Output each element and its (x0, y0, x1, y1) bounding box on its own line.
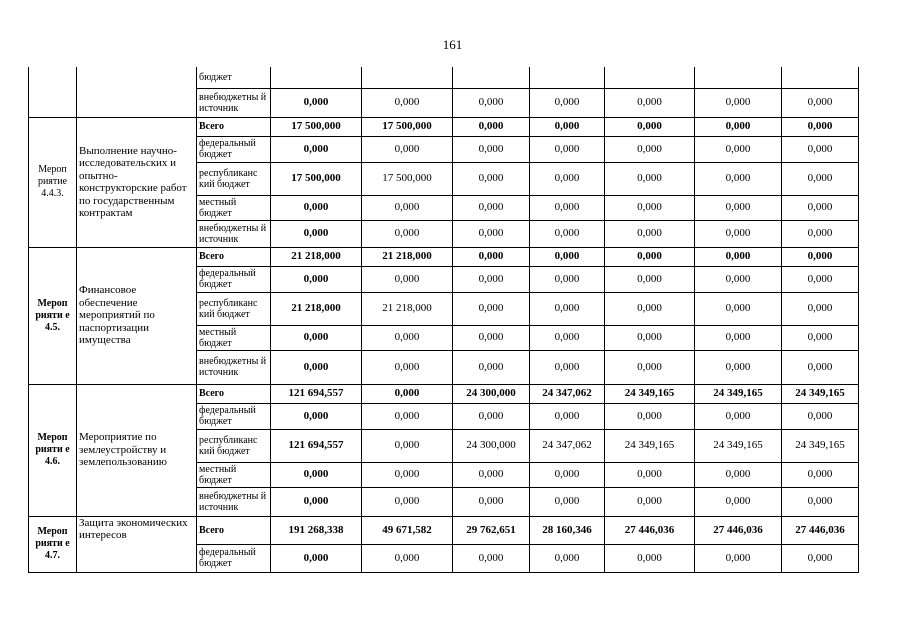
funding-source: внебюджетны й источник (197, 88, 271, 117)
amount-cell: 0,000 (530, 350, 605, 384)
funding-source: внебюджетны й источник (197, 350, 271, 384)
amount-cell: 0,000 (530, 325, 605, 350)
amount-cell: 24 347,062 (530, 384, 605, 403)
activity-code: Мероп рияти е 4.7. (29, 516, 77, 572)
activity-code-cell (29, 67, 77, 117)
amount-cell: 0,000 (530, 195, 605, 220)
amount-cell: 24 349,165 (695, 429, 782, 462)
amount-cell: 24 349,165 (695, 384, 782, 403)
amount-cell: 0,000 (453, 162, 530, 195)
amount-cell: 0,000 (605, 292, 695, 325)
amount-cell: 0,000 (453, 220, 530, 247)
activity-code: Мероп риятие 4.4.3. (29, 117, 77, 247)
amount-cell: 28 160,346 (530, 516, 605, 544)
funding-source: федеральный бюджет (197, 403, 271, 429)
table-row-total (29, 117, 859, 136)
amount-cell: 0,000 (271, 88, 362, 117)
amount-cell: 0,000 (362, 384, 453, 403)
amount-cell: 0,000 (530, 88, 605, 117)
amount-cell: 0,000 (362, 429, 453, 462)
amount-cell: 0,000 (530, 462, 605, 487)
funding-source: республиканс кий бюджет (197, 162, 271, 195)
funding-source: бюджет (197, 67, 271, 88)
amount-cell: 0,000 (605, 487, 695, 516)
amount-cell: 49 671,582 (362, 516, 453, 544)
amount-cell: 0,000 (271, 136, 362, 162)
amount-cell: 0,000 (271, 350, 362, 384)
amount-cell (530, 67, 605, 88)
amount-cell: 0,000 (530, 403, 605, 429)
amount-cell: 27 446,036 (605, 516, 695, 544)
amount-cell: 0,000 (530, 266, 605, 292)
amount-cell: 121 694,557 (271, 429, 362, 462)
amount-cell: 0,000 (362, 544, 453, 572)
amount-cell: 0,000 (605, 247, 695, 266)
activity-name-cell (77, 67, 197, 117)
amount-cell: 0,000 (605, 403, 695, 429)
amount-cell: 0,000 (695, 325, 782, 350)
amount-cell: 0,000 (782, 350, 859, 384)
amount-cell: 0,000 (695, 220, 782, 247)
funding-source: Всего (197, 384, 271, 403)
amount-cell: 0,000 (695, 136, 782, 162)
amount-cell: 0,000 (605, 162, 695, 195)
amount-cell: 17 500,000 (271, 117, 362, 136)
amount-cell: 0,000 (782, 292, 859, 325)
amount-cell: 0,000 (530, 136, 605, 162)
funding-source: республиканс кий бюджет (197, 292, 271, 325)
amount-cell: 0,000 (695, 117, 782, 136)
amount-cell: 27 446,036 (782, 516, 859, 544)
activity-name: Мероприятие по землеустройству и землепользованию (77, 384, 197, 516)
amount-cell: 0,000 (782, 136, 859, 162)
amount-cell: 0,000 (453, 350, 530, 384)
amount-cell: 0,000 (530, 247, 605, 266)
amount-cell: 0,000 (453, 117, 530, 136)
amount-cell: 0,000 (695, 162, 782, 195)
amount-cell: 0,000 (605, 350, 695, 384)
amount-cell: 0,000 (453, 403, 530, 429)
funding-source: федеральный бюджет (197, 136, 271, 162)
amount-cell: 0,000 (362, 220, 453, 247)
amount-cell: 0,000 (453, 247, 530, 266)
table-row-total (29, 247, 859, 266)
amount-cell: 0,000 (782, 403, 859, 429)
amount-cell (362, 67, 453, 88)
amount-cell: 0,000 (782, 462, 859, 487)
amount-cell: 24 349,165 (782, 429, 859, 462)
budget-table (28, 67, 859, 573)
amount-cell: 0,000 (362, 136, 453, 162)
amount-cell: 0,000 (362, 487, 453, 516)
page-number: 161 (442, 37, 463, 52)
activity-name: Финансовое обеспечение мероприятий по паспортизации имущества (77, 247, 197, 384)
amount-cell: 0,000 (605, 195, 695, 220)
amount-cell: 0,000 (530, 292, 605, 325)
amount-cell: 0,000 (605, 220, 695, 247)
amount-cell: 0,000 (271, 220, 362, 247)
amount-cell: 0,000 (530, 220, 605, 247)
amount-cell: 0,000 (362, 403, 453, 429)
amount-cell (782, 67, 859, 88)
amount-cell: 0,000 (362, 266, 453, 292)
amount-cell: 0,000 (605, 117, 695, 136)
amount-cell: 21 218,000 (271, 247, 362, 266)
amount-cell: 0,000 (453, 462, 530, 487)
amount-cell: 0,000 (782, 487, 859, 516)
amount-cell: 0,000 (530, 117, 605, 136)
table-row-total (29, 384, 859, 403)
amount-cell (271, 67, 362, 88)
amount-cell: 0,000 (605, 462, 695, 487)
funding-source: Всего (197, 516, 271, 544)
amount-cell: 0,000 (453, 487, 530, 516)
amount-cell: 0,000 (271, 544, 362, 572)
amount-cell: 0,000 (695, 88, 782, 117)
amount-cell: 0,000 (695, 266, 782, 292)
table-row (29, 67, 859, 88)
amount-cell: 0,000 (271, 462, 362, 487)
amount-cell: 0,000 (782, 162, 859, 195)
amount-cell: 0,000 (362, 325, 453, 350)
amount-cell: 0,000 (782, 247, 859, 266)
amount-cell (605, 67, 695, 88)
funding-source: внебюджетны й источник (197, 487, 271, 516)
amount-cell: 121 694,557 (271, 384, 362, 403)
amount-cell (453, 67, 530, 88)
amount-cell: 0,000 (782, 544, 859, 572)
amount-cell: 0,000 (453, 325, 530, 350)
amount-cell: 0,000 (695, 195, 782, 220)
activity-code: Мероп рияти е 4.6. (29, 384, 77, 516)
funding-source: федеральный бюджет (197, 544, 271, 572)
amount-cell: 29 762,651 (453, 516, 530, 544)
activity-name: Защита экономических интересов (77, 516, 197, 572)
amount-cell: 0,000 (271, 487, 362, 516)
amount-cell: 0,000 (695, 544, 782, 572)
amount-cell: 24 300,000 (453, 384, 530, 403)
amount-cell: 0,000 (271, 403, 362, 429)
amount-cell: 0,000 (362, 88, 453, 117)
amount-cell: 0,000 (695, 350, 782, 384)
amount-cell: 24 300,000 (453, 429, 530, 462)
amount-cell: 0,000 (362, 350, 453, 384)
funding-source: Всего (197, 117, 271, 136)
amount-cell: 0,000 (453, 266, 530, 292)
activity-name: Выполнение научно-исследовательских и опытно-конструкторские работ по государственным контрактам (77, 117, 197, 247)
funding-source: республиканс кий бюджет (197, 429, 271, 462)
funding-source: федеральный бюджет (197, 266, 271, 292)
amount-cell: 0,000 (271, 195, 362, 220)
amount-cell (695, 67, 782, 88)
amount-cell: 0,000 (605, 88, 695, 117)
amount-cell: 24 347,062 (530, 429, 605, 462)
amount-cell: 0,000 (453, 136, 530, 162)
funding-source: местный бюджет (197, 462, 271, 487)
amount-cell: 17 500,000 (362, 117, 453, 136)
amount-cell: 0,000 (695, 487, 782, 516)
amount-cell: 0,000 (453, 292, 530, 325)
funding-source: внебюджетны й источник (197, 220, 271, 247)
amount-cell: 0,000 (695, 462, 782, 487)
amount-cell: 0,000 (362, 462, 453, 487)
funding-source: Всего (197, 247, 271, 266)
amount-cell: 24 349,165 (605, 384, 695, 403)
amount-cell: 0,000 (453, 88, 530, 117)
funding-source: местный бюджет (197, 195, 271, 220)
amount-cell: 0,000 (782, 88, 859, 117)
amount-cell: 27 446,036 (695, 516, 782, 544)
funding-source: местный бюджет (197, 325, 271, 350)
amount-cell: 0,000 (695, 247, 782, 266)
amount-cell: 0,000 (782, 266, 859, 292)
amount-cell: 0,000 (453, 544, 530, 572)
amount-cell: 21 218,000 (271, 292, 362, 325)
amount-cell: 0,000 (605, 325, 695, 350)
amount-cell: 17 500,000 (362, 162, 453, 195)
amount-cell: 0,000 (782, 325, 859, 350)
amount-cell: 0,000 (530, 487, 605, 516)
amount-cell: 0,000 (271, 266, 362, 292)
amount-cell: 0,000 (695, 292, 782, 325)
amount-cell: 0,000 (695, 403, 782, 429)
amount-cell: 21 218,000 (362, 247, 453, 266)
amount-cell: 0,000 (605, 136, 695, 162)
amount-cell: 17 500,000 (271, 162, 362, 195)
amount-cell: 0,000 (530, 544, 605, 572)
amount-cell: 24 349,165 (605, 429, 695, 462)
amount-cell: 24 349,165 (782, 384, 859, 403)
amount-cell: 0,000 (782, 220, 859, 247)
amount-cell: 0,000 (271, 325, 362, 350)
amount-cell: 0,000 (605, 266, 695, 292)
activity-code: Мероп рияти е 4.5. (29, 247, 77, 384)
table-row-total (29, 516, 859, 544)
amount-cell: 191 268,338 (271, 516, 362, 544)
amount-cell: 0,000 (782, 195, 859, 220)
amount-cell: 0,000 (362, 195, 453, 220)
amount-cell: 0,000 (782, 117, 859, 136)
amount-cell: 0,000 (530, 162, 605, 195)
amount-cell: 0,000 (453, 195, 530, 220)
amount-cell: 21 218,000 (362, 292, 453, 325)
amount-cell: 0,000 (605, 544, 695, 572)
